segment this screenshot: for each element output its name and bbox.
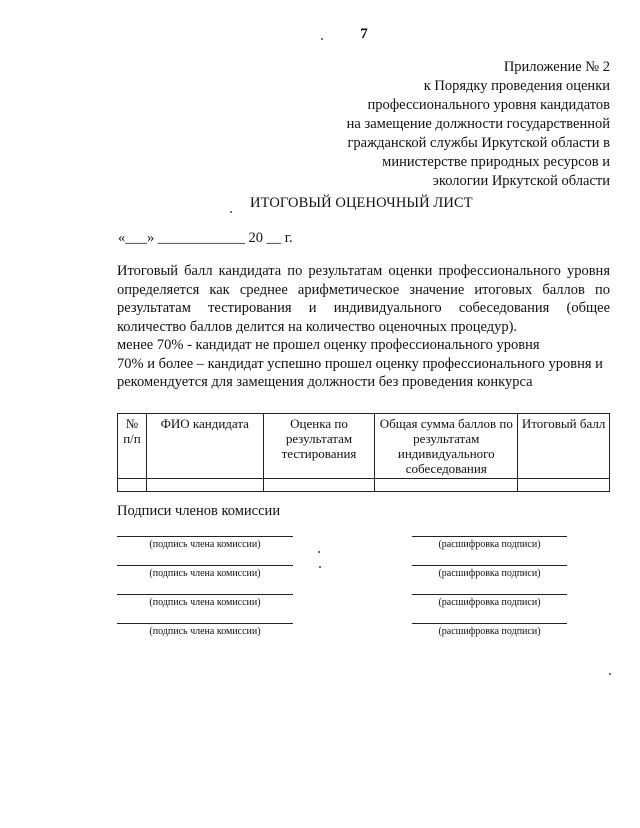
member-signature-line[interactable]: (подпись члена комиссии) [117,623,293,637]
table-cell[interactable] [518,479,610,492]
appendix-header [310,58,610,191]
appendix-line: к Порядку проведения оценки [423,78,610,94]
table-header-row [118,414,610,479]
column-header-final-score: Итоговый балл [518,414,610,479]
table-cell[interactable] [263,479,375,492]
signature-row [0,565,640,585]
appendix-line: на замещение должности государственной [346,116,610,132]
explanation-paragraph: Итоговый балл кандидата по результатам оценки профессионального уровня определяется как среднее арифметическое значение итоговых баллов по результатам тестирования и индивидуального собеседования (общее количество баллов делится на количество оценочных процедур). [117,263,610,335]
column-header-number: № п/п [118,414,147,479]
table-cell[interactable] [146,479,263,492]
scan-speck [318,551,320,553]
signature-transcript-line[interactable]: (расшифровка подписи) [412,536,567,550]
table-cell[interactable] [375,479,518,492]
table-row [118,479,610,492]
scan-speck [321,38,323,40]
body-text [117,262,610,392]
member-signature-line[interactable]: (подпись члена комиссии) [117,536,293,550]
commission-signatures-title: Подписи членов комиссии [117,503,281,519]
table-cell[interactable] [118,479,147,492]
column-header-test-score: Оценка по результатам тестирования [263,414,375,479]
page-number: 7 [360,26,368,42]
appendix-line: гражданской службы Иркутской области в [347,135,610,151]
scan-speck [319,566,321,568]
scan-speck [230,211,232,213]
signature-transcript-line[interactable]: (расшифровка подписи) [412,623,567,637]
signature-row [0,623,640,643]
signature-transcript-line[interactable]: (расшифровка подписи) [412,594,567,608]
results-table [117,413,610,492]
rule-above-threshold-continued: рекомендуется для замещения должности без проведения конкурса [117,374,533,390]
rule-below-threshold: менее 70% - кандидат не прошел оценку профессионального уровня [117,337,540,353]
signature-row [0,536,640,556]
column-header-name: ФИО кандидата [146,414,263,479]
appendix-line: министерстве природных ресурсов и [382,154,610,170]
scan-speck [609,673,611,675]
date-line: «___» ____________ 20 __ г. [118,230,293,246]
rule-above-threshold: 70% и более – кандидат успешно прошел оценку профессионального уровня и [117,355,603,372]
document-title: ИТОГОВЫЙ ОЦЕНОЧНЫЙ ЛИСТ [250,195,473,211]
appendix-line: профессионального уровня кандидатов [367,97,610,113]
appendix-line: Приложение № 2 [503,59,610,75]
signature-transcript-line[interactable]: (расшифровка подписи) [412,565,567,579]
member-signature-line[interactable]: (подпись члена комиссии) [117,565,293,579]
member-signature-line[interactable]: (подпись члена комиссии) [117,594,293,608]
column-header-interview-score: Общая сумма баллов по результатам индивидуального собеседования [375,414,518,479]
appendix-line: экологии Иркутской области [432,173,610,189]
signature-row [0,594,640,614]
